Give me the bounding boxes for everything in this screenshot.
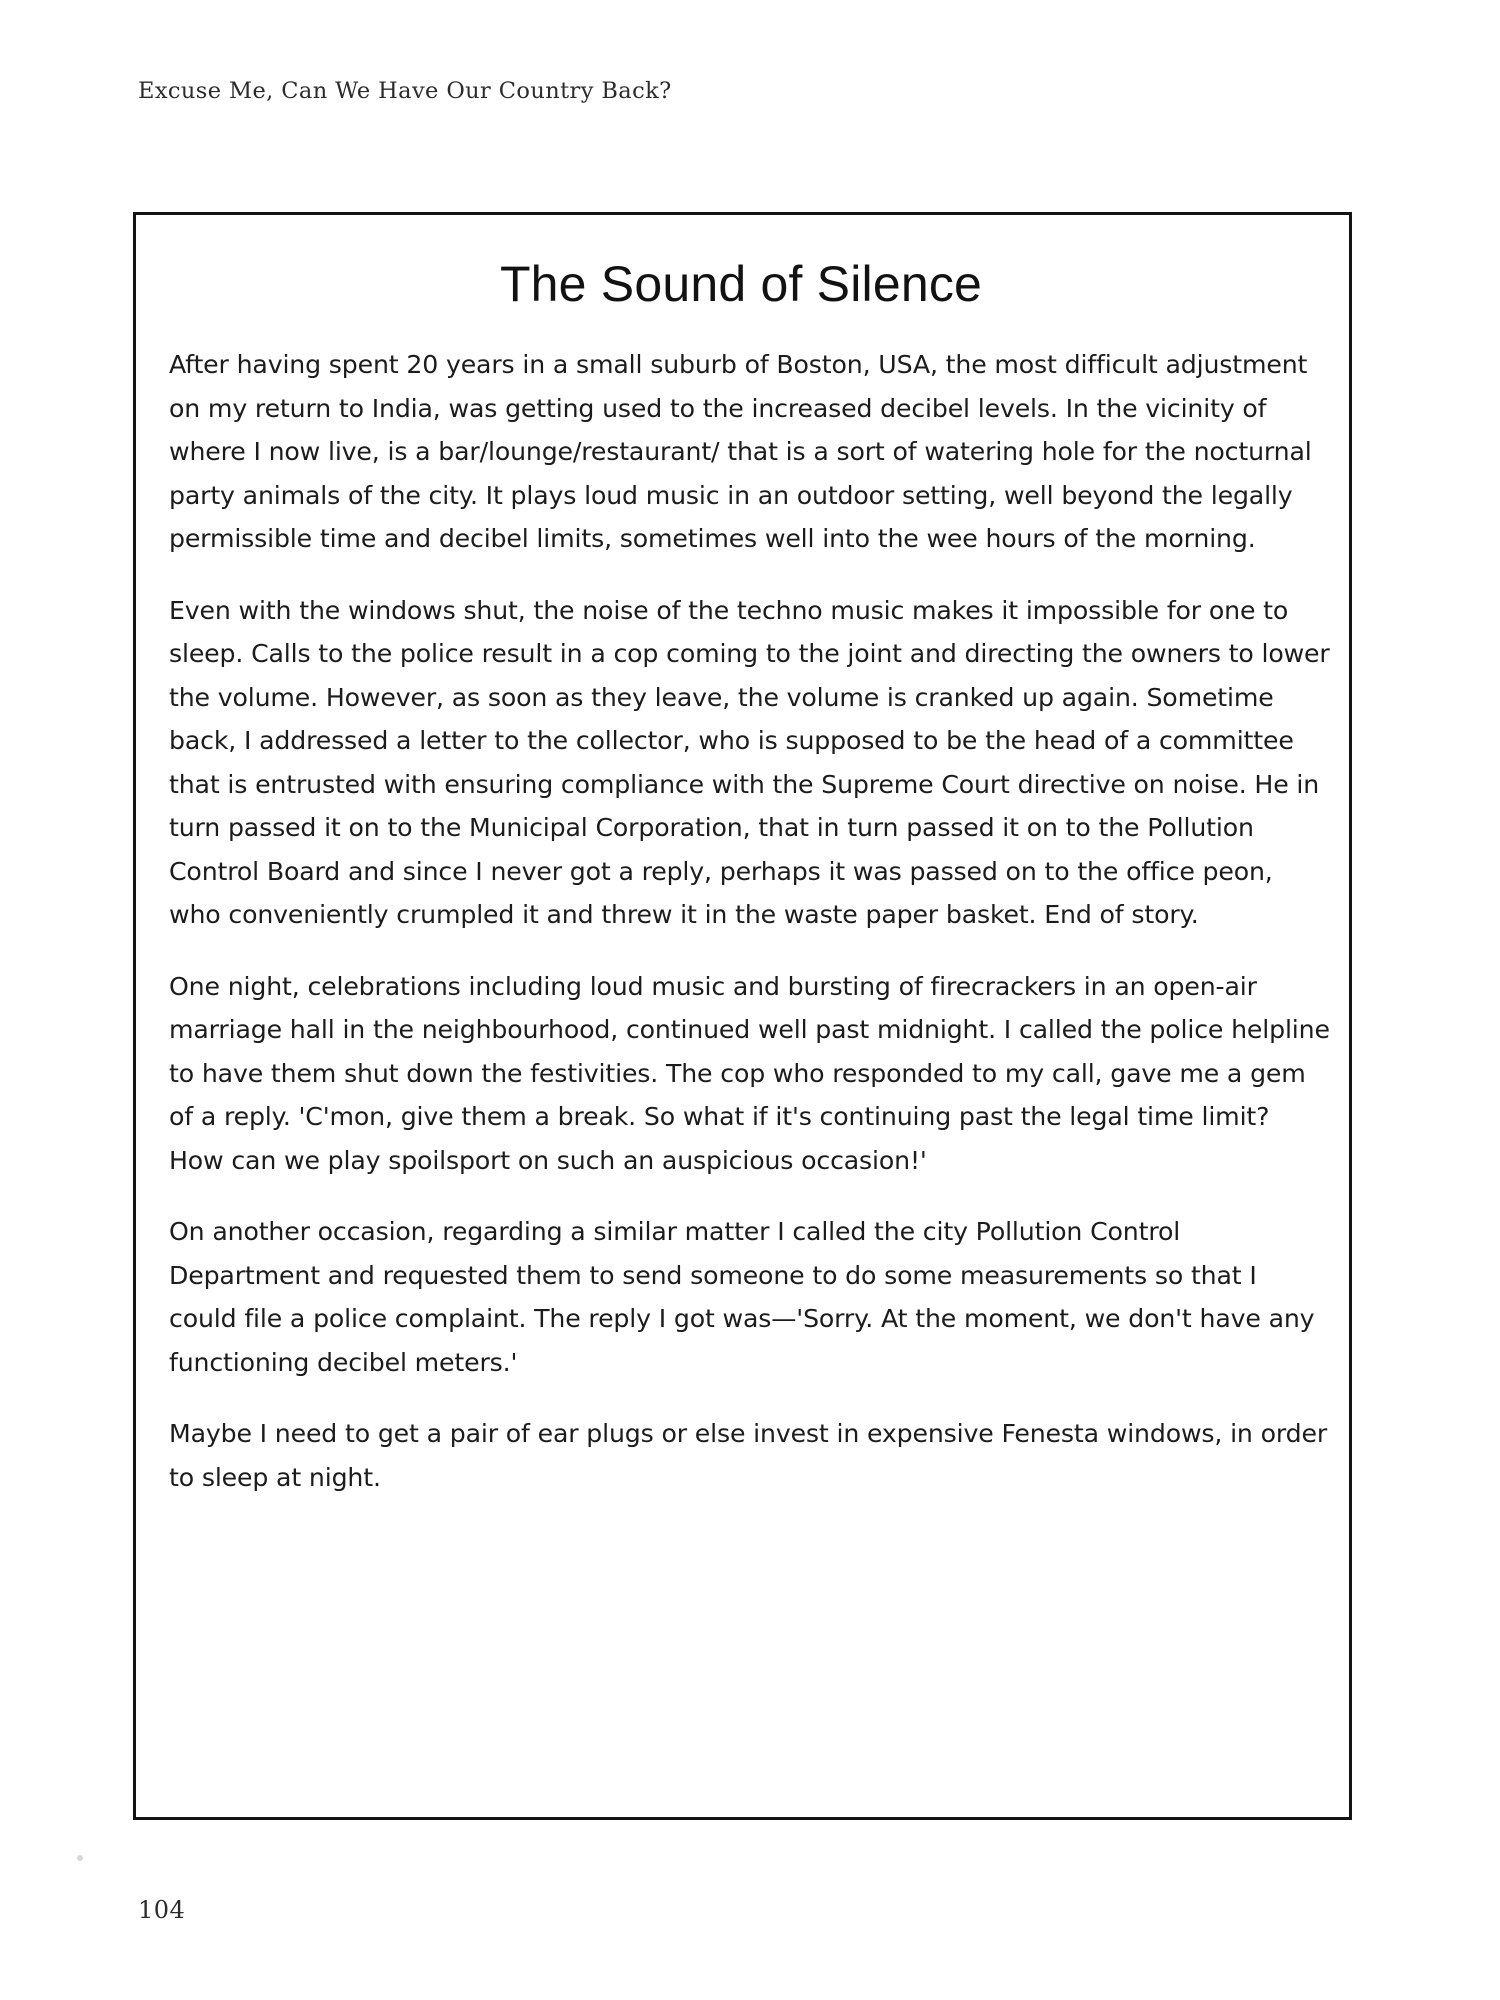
running-head: Excuse Me, Can We Have Our Country Back? — [138, 78, 672, 104]
paragraph: After having spent 20 years in a small suburb of Boston, USA, the most difficult adjustment on my return to India, was getting used to the increased decibel levels. In the vicinity of where I now live, is a bar/lounge/restaurant/ that is a sort of watering hole for the nocturnal party animals of the city. It plays loud music in an outdoor setting, well beyond the legally permissible time and decibel limits, sometimes well into the wee hours of the morning. — [169, 350, 1312, 553]
article-title: The Sound of Silence — [499, 256, 983, 312]
paragraph: One night, celebrations including loud music and bursting of firecrackers in an open-air marriage hall in the neighbourhood, continued well past midnight. I called the police helpline to have them shut down the festivities. The cop who responded to my call, gave me a gem of a reply. 'C'mon, give them a break. So what if it's continuing past the legal time limit? How can we play spoilsport on such an auspicious occasion!' — [169, 971, 1330, 1175]
page-speck — [77, 1855, 83, 1861]
page-number: 104 — [138, 1896, 186, 1924]
article-frame — [133, 212, 1352, 1820]
paragraph: Maybe I need to get a pair of ear plugs or else invest in expensive Fenesta windows, in order to sleep at night. — [169, 1419, 1328, 1492]
paragraph: On another occasion, regarding a similar matter I called the city Pollution Control Department and requested them to send someone to do some measurements so that I could file a police complaint. The reply I got was—'Sorry. At the moment, we don't have any functioning decibel meters.' — [169, 1217, 1315, 1377]
paragraph: Even with the windows shut, the noise of the techno music makes it impossible for one to sleep. Calls to the police result in a cop coming to the joint and directing the owners to lower the volume. However, as soon as they leave, the volume is cranked up again. Sometime back, I addressed a letter to the collector, who is supposed to be the head of a committee that is entrusted with ensuring compliance with the Supreme Court directive on noise. He in turn passed it on to the Municipal Corporation, that in turn passed it on to the Pollution Control Board and since I never got a reply, perhaps it was passed on to the office peon, who conveniently crumpled it and threw it in the waste paper basket. End of story. — [169, 595, 1330, 929]
article-body — [169, 343, 1331, 1499]
article-content — [169, 237, 1331, 1807]
